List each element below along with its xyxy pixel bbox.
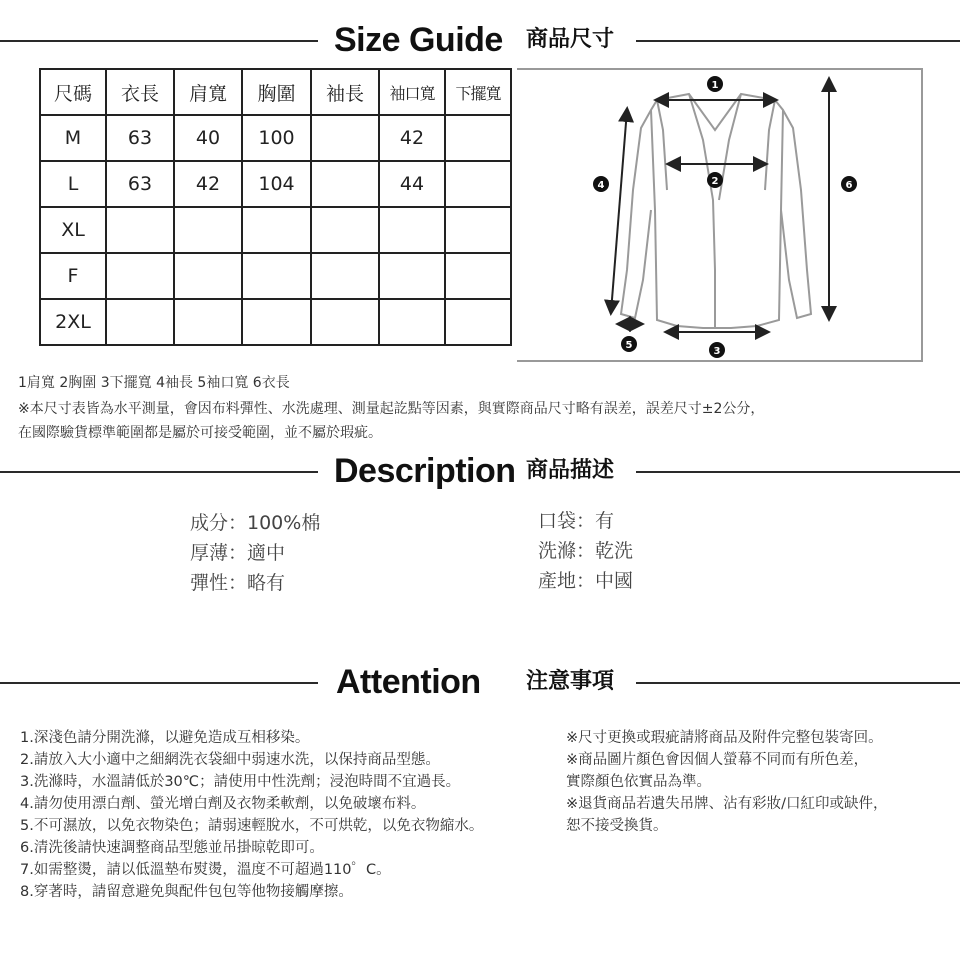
spec-thickness: 厚薄：適中 bbox=[190, 542, 286, 564]
table-cell bbox=[379, 299, 445, 345]
table-cell bbox=[106, 299, 174, 345]
note-line: 實際顏色依實品為準。 bbox=[566, 774, 711, 790]
table-cell: 63 bbox=[106, 115, 174, 161]
svg-text:1: 1 bbox=[711, 80, 719, 91]
column-header: 下擺寬 bbox=[445, 69, 511, 115]
marker-4-badge bbox=[593, 176, 609, 192]
svg-text:4: 4 bbox=[597, 180, 605, 191]
table-cell bbox=[174, 253, 242, 299]
header-rule-left bbox=[0, 471, 318, 473]
table-cell: 40 bbox=[174, 115, 242, 161]
size-guide-title-zh: 商品尺寸 bbox=[526, 27, 615, 52]
table-cell bbox=[242, 207, 311, 253]
svg-text:3: 3 bbox=[713, 346, 721, 357]
attention-title: Attention bbox=[336, 663, 481, 701]
marker-2-badge bbox=[707, 172, 723, 188]
table-cell bbox=[311, 253, 379, 299]
column-header: 肩寬 bbox=[174, 69, 242, 115]
table-cell bbox=[445, 207, 511, 253]
description-title-zh: 商品描述 bbox=[526, 458, 615, 483]
description-header bbox=[0, 451, 960, 491]
column-header: 胸圍 bbox=[242, 69, 311, 115]
table-cell: 63 bbox=[106, 161, 174, 207]
list-item: 7.如需整燙，請以低溫墊布熨燙，溫度不可超過110゜C。 bbox=[20, 862, 391, 878]
marker-5-badge bbox=[621, 336, 637, 352]
table-cell bbox=[106, 253, 174, 299]
column-header: 袖長 bbox=[311, 69, 379, 115]
list-item: 2.請放入大小適中之細網洗衣袋細中弱速水洗，以保持商品型態。 bbox=[20, 752, 440, 768]
size-guide-title: Size Guide bbox=[334, 21, 503, 59]
list-item: 8.穿著時，請留意避免與配件包包等他物接觸摩擦。 bbox=[20, 884, 353, 900]
spec-washing: 洗滌：乾洗 bbox=[538, 540, 634, 562]
header-rule-left bbox=[0, 682, 318, 684]
marker-6-badge bbox=[841, 176, 857, 192]
size-cell: F bbox=[40, 253, 106, 299]
marker-1-badge bbox=[707, 76, 723, 92]
table-cell bbox=[379, 207, 445, 253]
size-disclaimer-line-2: 在國際驗貨標準範圍都是屬於可接受範圍，並不屬於瑕疵。 bbox=[18, 425, 382, 441]
table-row bbox=[40, 161, 511, 207]
table-cell bbox=[311, 115, 379, 161]
table-cell bbox=[242, 253, 311, 299]
size-cell: 2XL bbox=[40, 299, 106, 345]
table-cell bbox=[242, 299, 311, 345]
note-line: ※商品圖片顏色會因個人螢幕不同而有所色差， bbox=[566, 752, 869, 768]
table-cell bbox=[445, 299, 511, 345]
svg-text:6: 6 bbox=[845, 180, 853, 191]
spec-material: 成分：100%棉 bbox=[190, 512, 321, 534]
description-right-column bbox=[538, 506, 633, 596]
marker-3-badge bbox=[709, 342, 725, 358]
column-header: 尺碼 bbox=[40, 69, 106, 115]
table-cell: 42 bbox=[174, 161, 242, 207]
garment-measurement-diagram bbox=[517, 68, 923, 362]
table-cell: 104 bbox=[242, 161, 311, 207]
size-cell: M bbox=[40, 115, 106, 161]
header-rule-right bbox=[636, 40, 960, 42]
list-item: 5.不可濕放，以免衣物染色；請弱速輕脫水，不可烘乾，以免衣物縮水。 bbox=[20, 818, 484, 834]
note-line: 恕不接受換貨。 bbox=[566, 818, 668, 834]
table-row bbox=[40, 115, 511, 161]
list-item: 4.請勿使用漂白劑、螢光增白劑及衣物柔軟劑，以免破壞布料。 bbox=[20, 796, 426, 812]
list-item: 6.清洗後請快速調整商品型態並吊掛晾乾即可。 bbox=[20, 840, 324, 856]
header-rule-right bbox=[636, 471, 960, 473]
spec-pocket: 口袋：有 bbox=[538, 510, 615, 532]
column-header: 衣長 bbox=[106, 69, 174, 115]
table-cell bbox=[445, 253, 511, 299]
list-item: 1.深淺色請分開洗滌，以避免造成互相移染。 bbox=[20, 730, 310, 746]
table-row bbox=[40, 299, 511, 345]
size-cell: XL bbox=[40, 207, 106, 253]
table-row bbox=[40, 207, 511, 253]
header-rule-right bbox=[636, 682, 960, 684]
note-line: ※尺寸更換或瑕疵請將商品及附件完整包裝寄回。 bbox=[566, 730, 883, 746]
note-line: ※退貨商品若遺失吊牌、沾有彩妝/口紅印或缺件， bbox=[566, 796, 888, 812]
svg-text:5: 5 bbox=[625, 340, 633, 351]
size-guide-header bbox=[0, 20, 960, 60]
table-cell bbox=[174, 299, 242, 345]
garment-outline bbox=[621, 94, 811, 328]
table-cell bbox=[445, 161, 511, 207]
size-table bbox=[39, 68, 512, 346]
table-cell bbox=[445, 115, 511, 161]
table-cell bbox=[174, 207, 242, 253]
size-table-header-row bbox=[40, 69, 511, 115]
return-policy-notes bbox=[566, 727, 888, 837]
measurement-legend: 1肩寬 2胸圍 3下擺寬 4袖長 5袖口寬 6衣長 bbox=[18, 375, 290, 391]
table-cell: 42 bbox=[379, 115, 445, 161]
table-cell: 44 bbox=[379, 161, 445, 207]
description-title: Description bbox=[334, 452, 516, 490]
spec-origin: 產地：中國 bbox=[538, 570, 634, 592]
table-cell: 100 bbox=[242, 115, 311, 161]
column-header: 袖口寬 bbox=[379, 69, 445, 115]
cardigan-outline-illustration bbox=[517, 70, 921, 360]
svg-text:2: 2 bbox=[711, 176, 719, 187]
attention-header bbox=[0, 662, 960, 702]
table-cell bbox=[311, 161, 379, 207]
description-left-column bbox=[190, 508, 320, 598]
size-cell: L bbox=[40, 161, 106, 207]
size-disclaimer-line-1: ※本尺寸表皆為水平測量，會因布料彈性、水洗處理、測量起訖點等因素，與實際商品尺寸略有誤差，誤差尺寸±2公分， bbox=[18, 401, 765, 417]
care-instructions-list bbox=[20, 727, 483, 903]
table-cell bbox=[106, 207, 174, 253]
spec-elasticity: 彈性：略有 bbox=[190, 572, 286, 594]
table-cell bbox=[311, 207, 379, 253]
attention-title-zh: 注意事項 bbox=[526, 669, 615, 694]
list-item: 3.洗滌時，水溫請低於30℃；請使用中性洗劑；浸泡時間不宜過長。 bbox=[20, 774, 461, 790]
header-rule-left bbox=[0, 40, 318, 42]
table-cell bbox=[311, 299, 379, 345]
table-cell bbox=[379, 253, 445, 299]
table-row bbox=[40, 253, 511, 299]
